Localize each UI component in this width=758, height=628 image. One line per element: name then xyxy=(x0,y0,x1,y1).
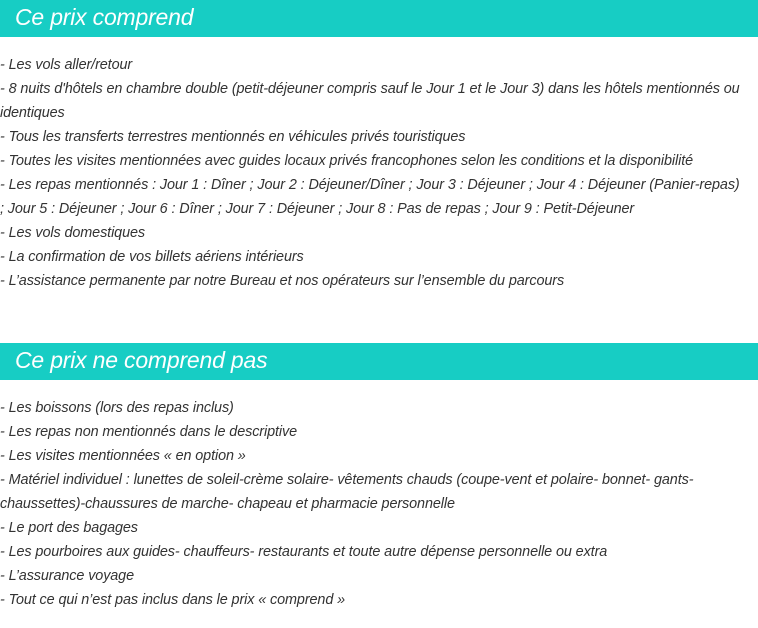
list-item: - Toutes les visites mentionnées avec guides locaux privés francophones selon les conditions et la disponibilité xyxy=(0,153,694,169)
list-item: - Les repas non mentionnés dans le descriptive xyxy=(0,424,297,440)
list-item: - Les boissons (lors des repas inclus) xyxy=(0,400,234,416)
excluded-title: Ce prix ne comprend pas xyxy=(15,347,268,373)
included-header xyxy=(0,0,758,37)
list-item: - Le port des bagages xyxy=(0,520,138,536)
included-list xyxy=(0,37,758,293)
list-item: - Tous les transferts terrestres mentionnés en véhicules privés touristiques xyxy=(0,129,466,145)
excluded-section xyxy=(0,343,758,612)
list-item: - Matériel individuel : lunettes de soleil-crème solaire- vêtements chauds (coupe-vent et polaire- bonnet- gants- chaussettes)-chaussures de marche- chapeau et pharmacie personnelle xyxy=(0,472,694,512)
list-item: - Les visites mentionnées « en option » xyxy=(0,448,246,464)
list-item: - Les vols aller/retour xyxy=(0,57,133,73)
list-item: - Les vols domestiques xyxy=(0,225,145,241)
included-title: Ce prix comprend xyxy=(15,4,194,30)
list-item: - Les repas mentionnés : Jour 1 : Dîner ; Jour 2 : Déjeuner/Dîner ; Jour 3 : Déjeuner ; Jour 4 : Déjeuner (Panier-repas) ; Jour 5 : Déjeuner ; Jour 6 : Dîner ; Jour 7 : Déjeuner ; Jour 8 : Pas de repas ; Jour 9 : Petit-Déjeuner xyxy=(0,177,740,217)
list-item: - La confirmation de vos billets aériens intérieurs xyxy=(0,249,304,265)
list-item: - Les pourboires aux guides- chauffeurs- restaurants et toute autre dépense personnelle ou extra xyxy=(0,544,608,560)
included-section xyxy=(0,0,758,293)
list-item: - L’assurance voyage xyxy=(0,568,134,584)
excluded-header xyxy=(0,343,758,380)
list-item: - Tout ce qui n’est pas inclus dans le prix « comprend » xyxy=(0,592,346,608)
list-item: - 8 nuits d'hôtels en chambre double (petit-déjeuner compris sauf le Jour 1 et le Jour 3) dans les hôtels mentionnés ou identiques xyxy=(0,81,740,121)
excluded-list xyxy=(0,380,758,612)
list-item: - L’assistance permanente par notre Bureau et nos opérateurs sur l’ensemble du parcours xyxy=(0,273,565,289)
